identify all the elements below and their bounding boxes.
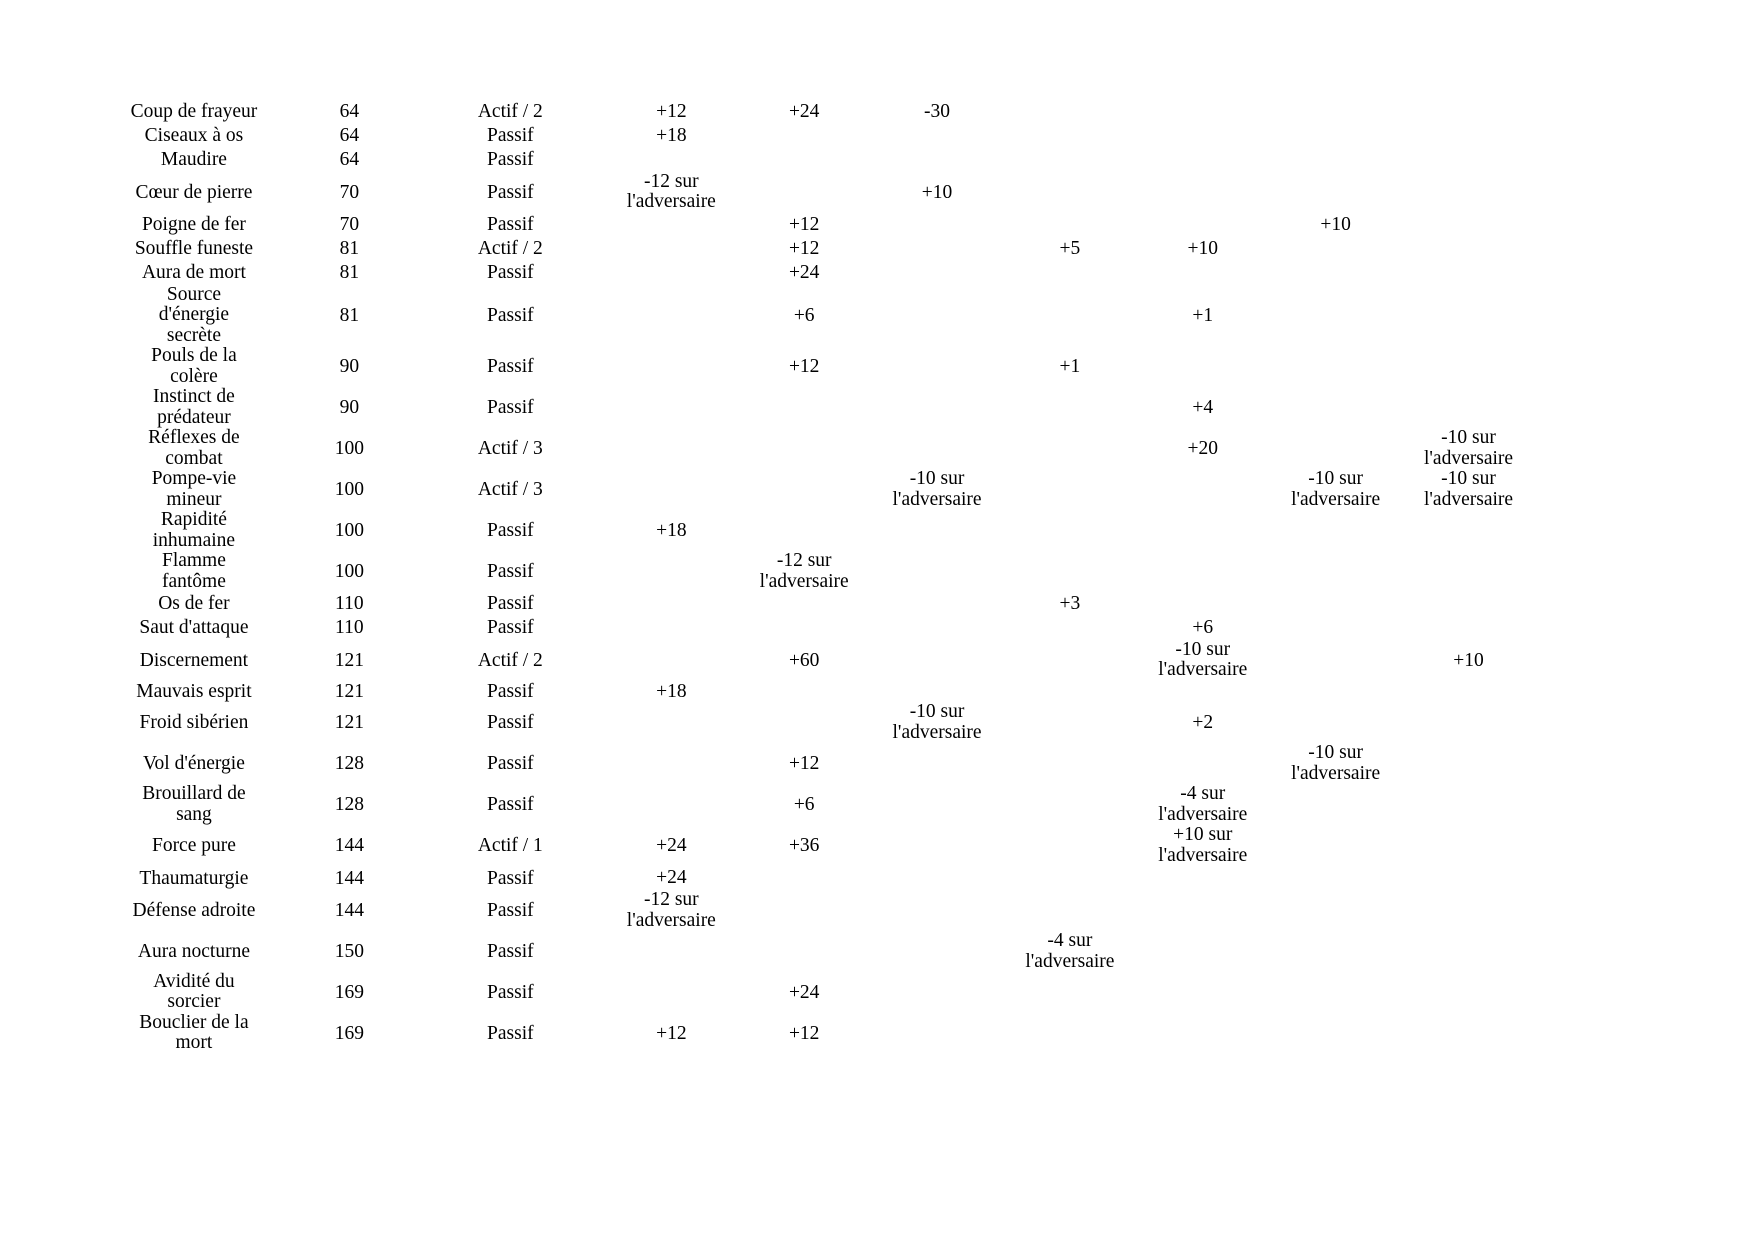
skill-col7 <box>1136 681 1269 702</box>
skill-col5: -10 sur l'adversaire <box>892 468 982 510</box>
skill-col4 <box>738 428 871 469</box>
skill-col4: +60 <box>788 649 820 671</box>
skill-col7: +10 <box>1187 238 1219 260</box>
skill-type: Passif <box>487 753 534 775</box>
skill-col3: -12 sur l'adversaire <box>626 171 716 213</box>
table-row <box>105 931 1535 972</box>
skill-col8 <box>1269 428 1402 469</box>
skill-col9 <box>1402 346 1535 387</box>
skill-cost: 144 <box>334 900 364 922</box>
skill-col8 <box>1269 866 1402 890</box>
skill-type: Passif <box>487 617 534 639</box>
table-row <box>105 890 1535 931</box>
skill-col6: +1 <box>1059 356 1081 378</box>
skill-col4 <box>738 148 871 172</box>
table-row <box>105 100 1535 124</box>
skill-col8: +10 <box>1320 214 1351 236</box>
skill-name: Souffle funeste <box>134 238 254 260</box>
skill-type: Passif <box>487 593 534 615</box>
skill-col8 <box>1269 346 1402 387</box>
skill-col6 <box>1003 213 1136 237</box>
table-row <box>105 428 1535 469</box>
skill-col7 <box>1136 510 1269 551</box>
skill-type: Passif <box>487 356 534 378</box>
skill-name: Rapidité inhumaine <box>152 509 236 551</box>
skill-col5 <box>871 261 1004 285</box>
skill-col3 <box>605 346 738 387</box>
skill-col4 <box>738 510 871 551</box>
skill-col6 <box>1003 866 1136 890</box>
skill-col5 <box>871 890 1004 931</box>
skill-col7 <box>1136 890 1269 931</box>
skill-col4: +12 <box>788 753 820 775</box>
table-row <box>105 972 1535 1013</box>
table-row <box>105 702 1535 743</box>
skill-col3 <box>605 387 738 428</box>
skill-col8 <box>1269 972 1402 1013</box>
skill-col3: +12 <box>656 101 687 123</box>
skill-col7: +10 sur l'adversaire <box>1158 824 1248 866</box>
skill-col4: +6 <box>793 793 815 815</box>
skill-type: Passif <box>487 397 534 419</box>
skill-name: Force pure <box>151 835 236 857</box>
skill-col3: +24 <box>656 867 687 889</box>
skill-col4: +6 <box>793 304 815 326</box>
skill-cost: 128 <box>334 753 364 775</box>
skill-col3 <box>605 616 738 640</box>
skill-col3 <box>605 784 738 825</box>
table-row <box>105 285 1535 346</box>
skill-name: Cœur de pierre <box>135 181 253 203</box>
skill-cost: 121 <box>334 712 364 734</box>
skill-col8 <box>1269 237 1402 261</box>
skill-col6 <box>1003 972 1136 1013</box>
skill-col3: -12 sur l'adversaire <box>626 889 716 931</box>
skill-name: Coup de frayeur <box>130 101 258 123</box>
skill-col8 <box>1269 825 1402 866</box>
skill-col8 <box>1269 100 1402 124</box>
skill-cost: 81 <box>339 305 360 327</box>
skill-col7: -10 sur l'adversaire <box>1158 638 1248 681</box>
skill-cost: 110 <box>335 617 364 639</box>
skill-col4 <box>738 592 871 616</box>
skill-col8 <box>1269 285 1402 346</box>
skill-name: Mauvais esprit <box>136 681 252 703</box>
skill-col5 <box>871 743 1004 784</box>
skill-col8 <box>1269 702 1402 743</box>
skill-name: Bouclier de la mort <box>139 1011 249 1054</box>
skill-type: Passif <box>487 520 534 542</box>
skill-cost: 128 <box>334 794 364 816</box>
skill-col4 <box>738 124 871 148</box>
skill-name: Pompe-vie mineur <box>151 468 237 510</box>
skill-cost: 100 <box>334 520 364 542</box>
skill-col7 <box>1136 148 1269 172</box>
skill-col5 <box>871 387 1004 428</box>
skill-col9 <box>1402 100 1535 124</box>
skill-col9 <box>1402 285 1535 346</box>
skill-col9 <box>1402 743 1535 784</box>
skill-col8 <box>1269 616 1402 640</box>
skill-col3 <box>605 931 738 972</box>
skill-col6 <box>1003 616 1136 640</box>
skill-cost: 169 <box>334 1022 364 1044</box>
skill-type: Passif <box>487 941 534 962</box>
skill-col4: +12 <box>788 356 820 378</box>
skill-col5 <box>871 972 1004 1013</box>
skill-col9: -10 sur l'adversaire <box>1424 468 1514 510</box>
skill-type: Passif <box>487 214 534 236</box>
skill-cost: 100 <box>334 438 364 460</box>
table-row <box>105 616 1535 640</box>
skill-type: Actif / 3 <box>477 438 543 460</box>
skill-col8 <box>1269 640 1402 681</box>
skill-col4 <box>738 866 871 890</box>
skill-col6 <box>1003 825 1136 866</box>
skill-cost: 100 <box>334 479 364 501</box>
skill-name: Saut d'attaque <box>139 617 249 639</box>
skills-table-body <box>105 100 1535 1054</box>
skill-col3: +24 <box>656 834 687 856</box>
skill-col9 <box>1402 890 1535 931</box>
skill-col9 <box>1402 387 1535 428</box>
skill-name: Thaumaturgie <box>139 867 249 889</box>
skill-cost: 144 <box>334 835 364 857</box>
skill-col6: -4 sur l'adversaire <box>1025 930 1115 972</box>
skill-name: Discernement <box>139 649 249 671</box>
skill-col7 <box>1136 213 1269 237</box>
skill-col8 <box>1269 784 1402 825</box>
table-row <box>105 261 1535 285</box>
skill-name: Aura nocturne <box>137 941 250 962</box>
skill-col4: -12 sur l'adversaire <box>759 550 849 592</box>
skill-col9 <box>1402 866 1535 890</box>
skill-col9 <box>1402 1013 1535 1054</box>
skill-col9 <box>1402 702 1535 743</box>
skill-col8 <box>1269 148 1402 172</box>
skill-col6 <box>1003 172 1136 213</box>
skill-col9 <box>1402 931 1535 972</box>
skill-name: Aura de mort <box>141 262 246 284</box>
skill-col3 <box>605 285 738 346</box>
skill-col8 <box>1269 124 1402 148</box>
table-row <box>105 825 1535 866</box>
skill-col7 <box>1136 1013 1269 1054</box>
skill-col8 <box>1269 1013 1402 1054</box>
skill-col7: +4 <box>1192 397 1214 419</box>
skill-col5 <box>871 346 1004 387</box>
skill-col3 <box>605 428 738 469</box>
skill-cost: 144 <box>334 867 364 889</box>
skill-type: Passif <box>487 125 534 147</box>
skill-name: Avidité du sorcier <box>153 971 235 1013</box>
skill-name: Défense adroite <box>132 900 256 922</box>
skill-col5 <box>871 592 1004 616</box>
skill-col9 <box>1402 148 1535 172</box>
skill-col5 <box>871 681 1004 702</box>
skill-col7: -4 sur l'adversaire <box>1158 783 1248 825</box>
skill-cost: 64 <box>339 101 360 123</box>
skill-cost: 64 <box>339 125 360 147</box>
skill-name: Instinct de prédateur <box>153 386 235 428</box>
skill-col6 <box>1003 100 1136 124</box>
table-row <box>105 237 1535 261</box>
skill-col5 <box>871 616 1004 640</box>
skill-name: Poigne de fer <box>141 214 246 236</box>
skill-cost: 64 <box>339 149 360 171</box>
skill-col5 <box>871 148 1004 172</box>
skill-name: Source d'énergie secrète <box>158 283 230 346</box>
skill-type: Passif <box>487 149 534 171</box>
skill-col5 <box>871 213 1004 237</box>
skill-col4 <box>738 387 871 428</box>
skill-col3 <box>605 592 738 616</box>
skill-col4: +24 <box>788 262 820 284</box>
skill-name: Os de fer <box>158 593 230 615</box>
skill-cost: 169 <box>334 981 364 1003</box>
table-row <box>105 866 1535 890</box>
skill-col6 <box>1003 640 1136 681</box>
skill-col7: +6 <box>1192 617 1214 639</box>
skill-col8 <box>1269 551 1402 592</box>
skill-col6 <box>1003 469 1136 510</box>
skill-col8 <box>1269 510 1402 551</box>
table-row <box>105 387 1535 428</box>
skill-col3 <box>605 551 738 592</box>
skill-name: Pouls de la colère <box>151 345 237 387</box>
skill-col9 <box>1402 172 1535 213</box>
skill-col9 <box>1402 825 1535 866</box>
skill-col6 <box>1003 428 1136 469</box>
skill-col7 <box>1136 261 1269 285</box>
skill-col7 <box>1136 743 1269 784</box>
table-row <box>105 640 1535 681</box>
skill-col9 <box>1402 124 1535 148</box>
skill-col3 <box>605 702 738 743</box>
skills-table <box>105 100 1535 1054</box>
skill-type: Passif <box>487 867 534 889</box>
skill-col6 <box>1003 743 1136 784</box>
table-row <box>105 346 1535 387</box>
skill-col9 <box>1402 237 1535 261</box>
skill-col3: +18 <box>656 680 687 702</box>
skill-col8 <box>1269 592 1402 616</box>
skill-col9 <box>1402 592 1535 616</box>
skill-name: Brouillard de sang <box>142 783 246 825</box>
skill-type: Passif <box>487 305 534 327</box>
skill-col5: -10 sur l'adversaire <box>892 701 982 743</box>
skill-col3: +12 <box>656 1022 687 1044</box>
table-row <box>105 592 1535 616</box>
skill-col7 <box>1136 469 1269 510</box>
table-row <box>105 510 1535 551</box>
table-row <box>105 469 1535 510</box>
skill-cost: 70 <box>339 214 360 236</box>
skill-col6 <box>1003 890 1136 931</box>
skill-type: Passif <box>487 1022 534 1044</box>
skill-col9: +10 <box>1453 649 1484 671</box>
skill-col8 <box>1269 172 1402 213</box>
skill-col3 <box>605 640 738 681</box>
table-row <box>105 1013 1535 1054</box>
skill-col6 <box>1003 702 1136 743</box>
skill-col9 <box>1402 972 1535 1013</box>
skill-col5: +10 <box>921 181 953 203</box>
skill-col9 <box>1402 616 1535 640</box>
skill-col4: +36 <box>788 834 820 856</box>
skill-name: Réflexes de combat <box>148 427 240 469</box>
skill-type: Actif / 2 <box>477 238 543 260</box>
skill-col5 <box>871 285 1004 346</box>
skill-col4 <box>738 616 871 640</box>
skill-col5: -30 <box>924 101 951 123</box>
skill-cost: 100 <box>334 560 364 582</box>
skill-col6: +3 <box>1059 593 1081 615</box>
skill-cost: 81 <box>339 238 360 260</box>
skill-col4: +24 <box>788 981 820 1003</box>
skill-name: Ciseaux à os <box>144 125 244 147</box>
skill-name: Froid sibérien <box>139 712 249 734</box>
skill-col3 <box>605 237 738 261</box>
skill-name: Vol d'énergie <box>142 753 245 775</box>
skill-col8 <box>1269 931 1402 972</box>
skill-type: Actif / 2 <box>477 649 543 671</box>
skill-col9 <box>1402 681 1535 702</box>
skill-type: Passif <box>487 262 534 284</box>
skill-cost: 150 <box>334 941 364 962</box>
skill-col4: +12 <box>788 214 820 236</box>
skill-col6 <box>1003 1013 1136 1054</box>
table-row <box>105 681 1535 702</box>
skill-name: Flamme fantôme <box>161 550 226 592</box>
skill-col6 <box>1003 261 1136 285</box>
skill-cost: 121 <box>334 681 364 703</box>
table-row <box>105 213 1535 237</box>
skill-col7 <box>1136 551 1269 592</box>
skill-col5 <box>871 931 1004 972</box>
skill-col7 <box>1136 931 1269 972</box>
skill-type: Passif <box>487 681 534 703</box>
skill-col4 <box>738 702 871 743</box>
skill-col7: +1 <box>1192 304 1214 326</box>
skill-col4 <box>738 890 871 931</box>
table-row <box>105 551 1535 592</box>
skill-col6 <box>1003 551 1136 592</box>
skill-type: Passif <box>487 712 534 734</box>
skill-col6 <box>1003 285 1136 346</box>
skill-col4: +12 <box>788 1022 820 1044</box>
skill-type: Passif <box>487 560 534 582</box>
skill-name: Maudire <box>160 149 227 171</box>
skill-col4 <box>738 172 871 213</box>
skill-col9: -10 sur l'adversaire <box>1424 427 1514 469</box>
skill-col6: +5 <box>1059 238 1081 260</box>
skill-col9 <box>1402 510 1535 551</box>
skill-col7 <box>1136 972 1269 1013</box>
skill-col6 <box>1003 148 1136 172</box>
skill-cost: 90 <box>339 356 360 378</box>
skill-col8: -10 sur l'adversaire <box>1291 742 1381 784</box>
skill-col4: +12 <box>788 238 820 260</box>
skill-col6 <box>1003 124 1136 148</box>
skill-type: Actif / 2 <box>477 101 543 123</box>
skill-col8 <box>1269 681 1402 702</box>
table-row <box>105 148 1535 172</box>
skill-col4: +24 <box>788 101 820 123</box>
table-row <box>105 784 1535 825</box>
skill-col7: +20 <box>1187 437 1219 459</box>
skill-type: Passif <box>487 900 534 922</box>
skill-col5 <box>871 124 1004 148</box>
skill-col8 <box>1269 890 1402 931</box>
skill-col6 <box>1003 784 1136 825</box>
skill-col4 <box>738 469 871 510</box>
skill-type: Actif / 3 <box>477 479 543 501</box>
skill-col5 <box>871 866 1004 890</box>
skill-col7 <box>1136 866 1269 890</box>
skill-cost: 121 <box>334 649 364 671</box>
skill-col9 <box>1402 261 1535 285</box>
skill-col5 <box>871 640 1004 681</box>
skill-col3 <box>605 213 738 237</box>
skill-col8 <box>1269 261 1402 285</box>
skill-cost: 110 <box>335 593 364 615</box>
skill-type: Passif <box>487 981 534 1003</box>
skill-col7 <box>1136 172 1269 213</box>
skill-col5 <box>871 1013 1004 1054</box>
skill-type: Passif <box>487 181 534 203</box>
skill-col5 <box>871 237 1004 261</box>
skill-col3 <box>605 261 738 285</box>
skill-col3: +18 <box>656 519 687 541</box>
skill-col5 <box>871 551 1004 592</box>
skill-type: Actif / 1 <box>477 835 543 857</box>
skill-col3 <box>605 469 738 510</box>
skill-col3 <box>605 972 738 1013</box>
skill-col8: -10 sur l'adversaire <box>1291 468 1381 510</box>
skill-cost: 70 <box>339 181 360 203</box>
skill-col4 <box>738 931 871 972</box>
skill-col3: +18 <box>656 125 687 147</box>
table-row <box>105 743 1535 784</box>
skill-cost: 90 <box>339 397 360 419</box>
skill-col4 <box>738 681 871 702</box>
skill-col5 <box>871 784 1004 825</box>
skill-col7 <box>1136 100 1269 124</box>
skill-col7: +2 <box>1192 712 1214 734</box>
skill-type: Passif <box>487 794 534 816</box>
skill-col5 <box>871 428 1004 469</box>
table-row <box>105 124 1535 148</box>
skill-col3 <box>605 743 738 784</box>
skill-col8 <box>1269 387 1402 428</box>
table-row <box>105 172 1535 213</box>
skill-col6 <box>1003 387 1136 428</box>
skill-col7 <box>1136 592 1269 616</box>
skill-col9 <box>1402 213 1535 237</box>
skill-col7 <box>1136 346 1269 387</box>
skill-col9 <box>1402 784 1535 825</box>
skill-col3 <box>605 148 738 172</box>
skill-cost: 81 <box>339 262 360 284</box>
skill-col6 <box>1003 681 1136 702</box>
skill-col5 <box>871 510 1004 551</box>
skill-col9 <box>1402 551 1535 592</box>
skill-col6 <box>1003 510 1136 551</box>
skill-col5 <box>871 825 1004 866</box>
skill-col7 <box>1136 124 1269 148</box>
